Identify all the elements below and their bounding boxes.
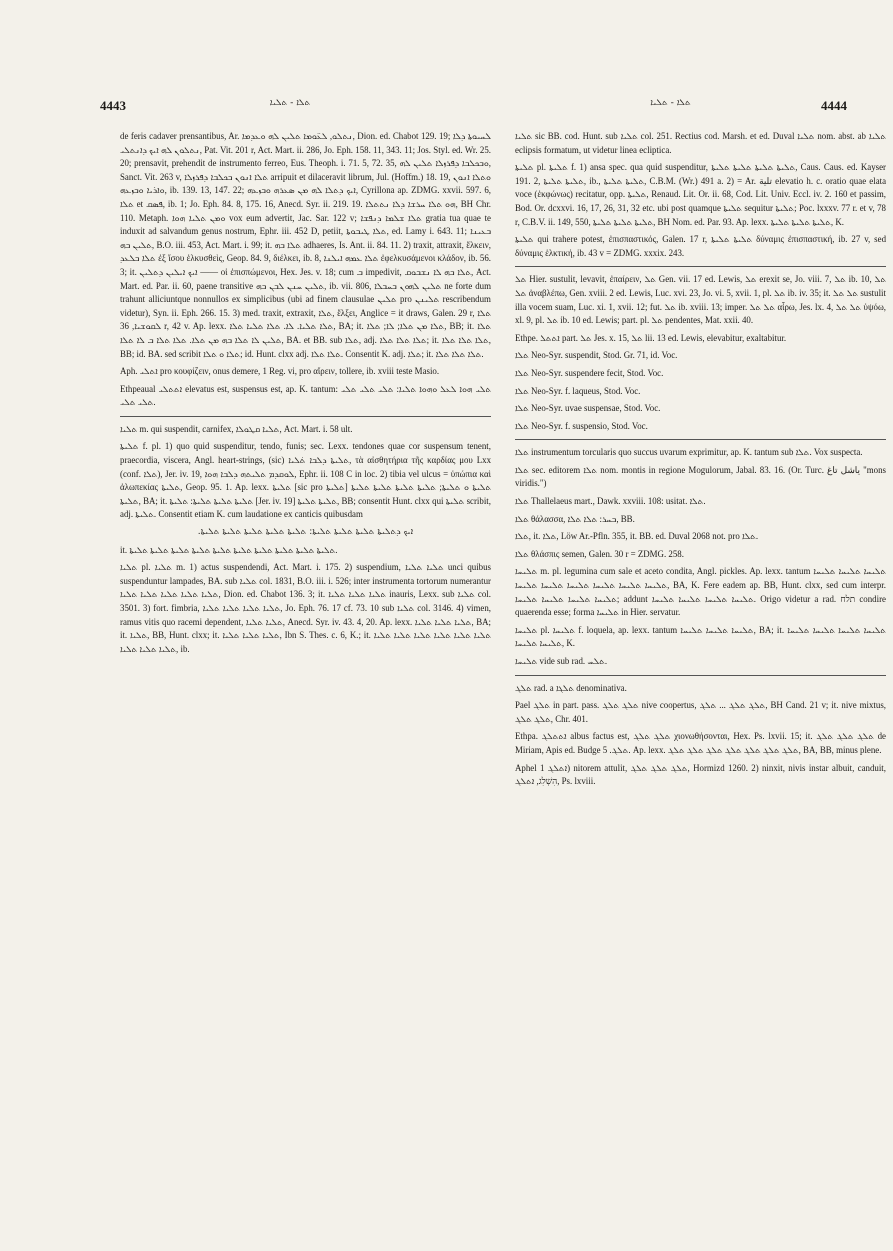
entry-paragraph: ܬܠܝܚܐ pl. ܬܠܝܚܐ f. loquela, ap. lexx. tantum ܬܠܝܚܐ ܬܠܝܚܐ ܬܠܝܚܐ, BA; it. ܬܠܝܚܐ ܬܠܝܚܐ ܬܠܝܚܐ ܬܠܝܚܐ ܬܠܝܚܐ ܬܠܝܚܐ, K. (515, 624, 886, 649)
entry-paragraph: ܬܠܝܐ m. qui suspendit, carnifex, ܬܠܝܐ ܩܛܘܠܐ, Act. Mart. i. 58 ult. (120, 423, 353, 434)
entry-paragraph: ܬܠܐ Neo-Syr. f. laqueus, Stod. Voc. (515, 385, 641, 396)
entry-paragraph: ܬܠܝܐ sic BB. cod. Hunt. sub ܬܠܝܐ col. 251. Rectius cod. Marsh. et ed. Duval ܬܠܝܐ nom. abst. ab ܬܠܝܐ eclipsis formatum, ut videtur linea ecliptica. (515, 131, 886, 155)
entry-divider (515, 439, 886, 440)
entry-paragraph: ܬܠܓ rad. a ܬܠܓܐ denominativa. (515, 682, 627, 693)
page-number-left: 4443 (100, 98, 126, 113)
entry-paragraph: ܬܠܐ θάλασσα, ܒܚܪ: ܬܠܐ ܬܠܐ, BB. (515, 513, 635, 524)
page-number-right: 4444 (821, 98, 847, 113)
entry-paragraph: ܬܠܐ Neo-Syr. suspendit, Stod. Gr. 71, id. Voc. (515, 350, 678, 361)
entry-paragraph: ܬܠܐ θλάσπις semen, Galen. 30 r = ZDMG. 258. (515, 548, 684, 559)
page-header (100, 98, 847, 122)
entry-paragraph: ܬܠܐ, it. ܬܠܐ, Löw Ar.-Pfln. 355, it. BB. ed. Duval 2068 not. pro ܬܠܐ. (515, 531, 759, 542)
entry-paragraph: Pael ܬܠܓ in part. pass. ܬܠܓ ܬܠܓ nive coopertus, ܬܠܓ ܬܠܓ ... ܬܠܓ, BH Cand. 21 v; it. nive mixtus, ܬܠܓ ܬܠܓ, Chr. 401. (515, 700, 886, 724)
entry-paragraph: ܬܠܐ Neo-Syr. suspendere fecit, Stod. Voc. (515, 367, 664, 378)
left-column (120, 130, 491, 1225)
entry-paragraph: ܬܠܐ Thallelaeus mart., Dawk. xxviii. 108: usitat. ܬܠܐ. (515, 496, 706, 507)
entry-paragraph: ܬܠܝܐ pl. ܬܠܝܐ m. 1) actus suspendendi, Act. Mart. i. 175. 2) suspendium, ܬܠܝܐ ܬܠܝܐ unci quibus suspenduntur lampades, BA. sub ܬܠܝܐ col. 1831, B.O. iii. i. 526; inter instrumenta tortorum numerantur ܬܠܝܐ ܬܠܝܐ ܬܠܝܐ ܬܠܝܐ ܬܠܝܐ, Dion. ed. Chabot 136. 3; it. ܬܠܝܐ ܬܠܝܐ ܬܠܝܐ inauris, Lexx. sub ܬܠܝܐ col. 3501. 3) fort. fimbria, ܬܠܝܐ ܬܠܝܐ ܬܠܝܐ ܬܠܝܐ, Jo. Eph. 76. 17 cf. 73. 10 sub ܬܠܝܐ col. 3146. 4) vimen, ramus vitis quo racemi dependent, ܬܠܝܐ ܬܠܝܐ, Anecd. Syr. iv. 43. 4, 20. Ap. lexx. ܬܠܝܐ ܬܠܝܐ ܬܠܝܐ, BA; it. ܬܠܝܐ, BB, Hunt. clxx; it. ܬܠܝܐ ܬܠܝܐ ܬܠܝܐ, Ibn S. Thes. c. 6, K.; it. ܬܠܝܐ ܬܠܝܐ ܬܠܝܐ ܬܠܝܐ ܬܠܝܐ ܬܠܝܐ ܬܠܝܐ ܬܠܝܐ ܬܠܝܐ, ib. (120, 562, 491, 654)
quoted-verse: ܐܝܟ ܕܬܠܝܬܐ ܬܠܝܬܐ ܬܠܝܬܐ ܬܠܝܬܐ: ܬܠܝܬܐ ܬܠܝܬܐ ܬܠܝܬܐ ܬܠܝܬܐ ܬܠܝܬܐ. (197, 527, 414, 538)
entry-divider (515, 266, 886, 267)
entry-paragraph: Aph. ܐܬܠܝ pro κουφίζειν, onus demere, 1 Reg. vi, pro αἴρειν, tollere, ib. xviii teste Masio. (120, 366, 440, 377)
entry-paragraph: ܬܠ Hier. sustulit, levavit, ἐπαίρειν, ܬܠ Gen. vii. 17 ed. Lewis, ܬܠ erexit se, Jo. viii. 7, ܬܠ ib. 10, ܬܠ ܬܠ ἀναβλέπω, Gen. xviii. 2 ed. Lewis, Luc. xvi. 23, Jo. vi. 5, xvii. 1, pl. ܬܠ ib. iv. 35; it. ܬܠ ܬܠ sustulit illa vocem suam, Luc. xi. 1, xvii. 12; fut. ܬܠ ib. xviii. 13; imper. ܬܠ ܬܠ αἶρω, Jes. lx. 4, ܬܠ ܬܠ ὑψόω, xl. 9, pl. ܬܠ ib. 10 ed. Lewis; part. pl. ܬܠ pendentes, Mat. xxii. 40. (515, 274, 886, 326)
entry-paragraph: it. ܬܠܝܬܐ ܬܠܝܬܐ ܬܠܝܬܐ ܬܠܝܬܐ ܬܠܝܬܐ ܬܠܝܬܐ ܬܠܝܬܐ ܬܠܝܬܐ ܬܠܝܬܐ ܬܠܝܬܐ. (120, 544, 338, 555)
entry-paragraph: Aphel ܐܬܠܓ 1) nitorem attulit, ܬܠܓ ܬܠܓ ܬܠܓ, Hormizd 1260. 2) ninxit, nivis instar albuit, canduit, הִשְׁלִג, ܐܬܠܓ, Ps. lxviii. (515, 762, 886, 787)
running-head-left: ܬܠܐ - ܬܠܝܐ (269, 98, 311, 108)
right-column (515, 130, 886, 1225)
entry-paragraph: ܬܠܝܬܐ pl. ܬܠܝܬܐ f. 1) ansa spec. qua quid suspenditur, ܬܠܝܬܐ ܬܠܝܬܐ ܬܠܝܬܐ ܬܠܝܬܐ, Caus. Caus. ed. Kayser 191. 2, ܬܠܝܬܐ ܬܠܝܬܐ, ib., ܬܠܝܬܐ ܬܠܝܬܐ, C.B.M. (Wr.) 491 a. 2) = Ar. تلية elevatio h. c. oratio quae elata voce (ἐκφώνως) recitatur, opp. ܬܠܝܬܐ, Renaud. Lit. Or. ii. 68, Cod. Lit. Univ. Eccl. iv. 2. 160 et passim, Bod. Or. dcxxvi. 16, 17, 26, 31, 32 etc. ubi post quamque ܬܠܝܬܐ sequitur ܬܠܝܬܐ; Poc. lxxxv. 77 r. et v, 78 r, C.B.V. ii. 149, 550, ܬܠܝܬܐ ܬܠܝܬܐ ܬܠܝܬܐ, BH Nom. ed. Par. 93. Ap. lexx. ܬܠܝܬܐ ܬܠܝܬܐ ܬܠܝܬܐ, K. (515, 162, 886, 227)
entry-paragraph: ܬܠܐ Neo-Syr. uvae suspensae, Stod. Voc. (515, 403, 661, 414)
entry-paragraph: ܬܠܐ instrumentum torcularis quo succus uvarum exprimitur, ap. K. tantum sub ܬܠܐ. Vox suspecta. (515, 447, 863, 458)
entry-paragraph: de feris cadaver prensantibus, Ar. ܢܬܠܘ, ܠܥ̈ܘܡܐ ܬܠܝܢ ܠܗ ܘܥܕܡܐ, Dion. ed. Chabot 129. 19; ܠܚܝܘܬܐ ܕܠܐ ܢܬܠܘܢ ܠܗ ܐܝܟ ܕܐܢܬܠܝ, Pat. Vit. 201 r, Act. Mart. ii. 286, Jo. Eph. 158. 11, 343. 11; Jos. Styl. ed. Wr. 25. 20; prensavit, prehendit de instrumento ferreo, Eus. Theoph. i. 71. 5, 72. 35, ܘܒܟܠܒܐ ܕܦܪܙܠܐ ܬܠܝܢ ܠܗ, Sanct. Vit. 263 v, ܬܠܐ ܐܢܘܢ ܒܟܠܒܐ ܕܦܪܙܠܐ arripuit et dilaceravit librum, Jul. (Hoffm.) 18. 19, ܘܬܠܐ ܐܢܘܢ ܘܐܪܝܐ ܘܒܙܥܗ, ib. 139. 13, 147. 22; ܐܝܟ ܕܬܠܐ ܠܗ ܡܢ ܣܥܪܗ ܘܒܙܥܗ, Cyrillona ap. ZDMG. xxvii. 597. 6, ܬܠܐ et ܦܣܩ, ib. 1; Jo. Eph. 84. 8, 175. 16, Anecd. Syr. ii. 219. 19. ܗܘ ܬܠܐ ܚܪܫܐ ܕܠܐ ܢܬܬܠܐ, BH Chr. 110. Metaph. ܘܡܢ ܬܠܝܐ ܗܘܐ vox eum advertit, Jac. Sar. 122 v; ܬܠܐ ܫܠܡܐ ܕܢܦܫܐ gratia tua quae te induxit ad salvandum genus nostrum, Ephr. iii. 452 D, petiit, ܬܠܐ ܛܝܒܘܬܐ, ed. Lamy i. 643. 11; ܒܥܝܢܐ ܬܠܝܢ ܒܗ, B.O. iii. 453, Act. Mart. i. 99; it. ܬܠܐ ܒܗ adhaeres, Is. Ant. ii. 84. 11. 2) traxit, attraxit, ἕλκειν, ܬܠܐ ܒܠܥܕ ἐξ ἴσου ἑλκυσθεὶς, Geop. 84. 9, διέλκει, ib. 8, ܬܠܐ ܥܡܗ ܐܝܠܢܐ ἐφελκυσάμενοι κλάδον, ib. 56. 3; it. ܐܝܟ ܐܝܠܝܢ ܕܬܠܝܢ —— οἱ ἐπισπώμενοι, Hex. Jes. v. 18; cum ܒ impedivit, ܬܠܐ ܒܗ ܠܐ ܢܫܒܘܩ, Act. Mart. ed. Par. ii. 60, paene transitive ܬܠܝܢ ܚܢܢ ܠܒܢ ܒܗ, ib. vii. 806, ܬܠܝܢ ܠܗܘܢ ܒܚܒܠܐ ne forte dum trahunt alliciuntque nonnullos ex simplicibus (ubi ad finem clausulae ܬܠܝܢ pro ܬܠܝܢܢ rescribendum videtur), Syn. ii. Eph. 266. 15. 3) med. traxit, extraxit, ܬܠܐ, ἔλξει, Anglice = it draws, Galen. 29 r, ܬܠܐ ܠܩܘܫܝܐ, 36 r, 42 v. Ap. lexx. ܬܠܐ ܬܠܝܐ. ܠܐ. ܬܠܐ ܬܠܝܐ ܬܠܐ, BA; it. ܬܠܐ ܡܢ ܬܠܐ; ܠܐ; ܬܠܐ, BB; it. ܬܠܐ ܬܠܝܢ ܠܐ ܬܠܐ ܒܗ ܡܢ ܬܠܐ. ܬܠܐ ܬܠܐ ܒ ܠܐ ܬܠܐ, BA. et BB. sub ܬܠܐ, adj. ܬܠܐ ܬܠܐ ܬܠܐ; it. ܬܠܐ ܬܠܐ ܬܠܐ, BB; id. BA. sed scribit ܬܠܐ ܘ ܬܠܐ; id. Hunt. clxx adj. ܬܠܐ ܬܠܐ. Consentit K. adj. ܬܠܐ; it. ܬܠܐ ܬܠܐ ܬܠܐ. (120, 131, 491, 359)
entry-paragraph: ܬܠܝܚܐ vide sub rad. ܬܠܚ. (515, 656, 608, 666)
running-head-right: ܬܠܐ - ܬܠܝܐ (650, 98, 691, 108)
entry-paragraph: ܬܠܝܬܐ f. pl. 1) quo quid suspenditur, tendo, funis; sec. Lexx. tendones quae cor suspensum tenent, praecordia, viscera, Angl. heart-strings, (sic) ܬܠܝܬܐ ܕܠܒܐ ܬ̇ܠܝܐ, τὰ αἰσθητήρια τῆς καρδίας μου Lxx (conf. ܬܠܐ), Jer. iv. 19, ܠܘܩܕܡ ܬܠܝܬܗ ܕܠܒܐ ܗܘܐ, Ephr. ii. 108 C in loc. 2) tibia vel ulcus = ὑπώπια καὶ ἀλωπεκίας ܬܠܝܬܐ, Geop. 95. 1. Ap. lexx. ܬܠܝܬܐ [sic pro ܬܠܝܬܐ] ܬܠܝܬܐ ܘ ܬܠܝܬܐ; ܬܠܝܬܐ ܬܠܝܬܐ ܬܠܝܬܐ ܬܠܝܬܐ ܬܠܝܬܐ, BA; it. ܬܠܝܬܐ ܬܠܝܬܐ ܬܠܝܬܐ: ܬܠܝܬܐ [Jer. iv. 19] ܬܠܝܬܐ ܬܠܝܬܐ, BB; consentit Hunt. clxx qui ܬܠܝܬܐ scribit, adj. ܬܠܝܬܐ. Consentit etiam K. cum laudatione ex canticis quibusdam (120, 441, 491, 520)
entry-paragraph: Ethpa. ܐܬܬܠܓ albus factus est, ܬܠܓ ܬܠܓ χιονωθήσονται, Hex. Ps. lxvii. 15; it. ܬܠܓ ܬܠܓ ܬܠܓ de Miriam, Apis ed. Budge ܬܠܓ. 5. Ap. lexx. ܬܠܓ ܬܠܓ ܬܠܓ ܬܠܓ ܬܠܓ ܬܠܓ ܬܠܓ, BA, BB, minus plene. (515, 731, 886, 755)
entry-paragraph: ܬܠܐ Neo-Syr. f. suspensio, Stod. Voc. (515, 420, 648, 431)
entry-paragraph: ܬܠܐ sec. editorem ܬܠܐ nom. montis in regione Mogulorum, Jabal. 83. 16. (Or. Turc. ياشل تاغ "mons viridis.") (515, 464, 886, 489)
entry-paragraph: Ethpe. ܐܬܬܠ part. ܬܠ Jes. x. 15, ܬܠ lii. 13 ed. Lewis, elevabitur, exaltabitur. (515, 332, 787, 343)
entry-divider (515, 675, 886, 676)
entry-paragraph: ܬܠܝܚܐ m. pl. legumina cum sale et aceto condita, Angl. pickles. Ap. lexx. tantum ܬܠܝܚܐ ܬܠܝܚܐ ܬܠܝܚܐ ܬܠܝܚܐ ܬܠܝܚܐ ܬܠܝܚܐ ܬܠܝܚܐ ܬܠܝܚܐ ܬܠܝܚܐ, BA, K. Fere eadem ap. BB, Hunt. clxx, sed cum interpr. ܬܠܝܚܐ ܬܠܝܚܐ ܬܠܝܚܐ ܬܠܝܚܐ; addunt ܬܠܝܚܐ ܬܠܝܚܐ ܬܠܝܚܐ ܬܠܝܚܐ. Origo videtur a rad. תלח condire quaerenda esse; forma ܬܠܝܚܐ in Hier. servatur. (515, 566, 886, 618)
entry-paragraph: Ethpeaual ܐܬܬܠܝ elevatus est, suspensus est, ap. K. tantum: ܬܠܝ ܗܘܐ ܠܥܠ ܘܗܘܐ ܬܠܝܐ: ܬܠܝ ܬܠܝ ܬܠܝ ܬܠܝ ܬܠܝ. (120, 383, 491, 408)
entry-divider (120, 416, 491, 417)
entry-paragraph: ܬܠܝܬܐ qui trahere potest, ἐπισπαστικός, Galen. 17 r, ܬܠܝܬܐ ܬܠܝܬܐ δύναμις ἐπισπαστική, ib. 27 v, sed δύναμις ἑλκτική, ib. 43 v = ZDMG. xxxix. 243. (515, 234, 886, 258)
